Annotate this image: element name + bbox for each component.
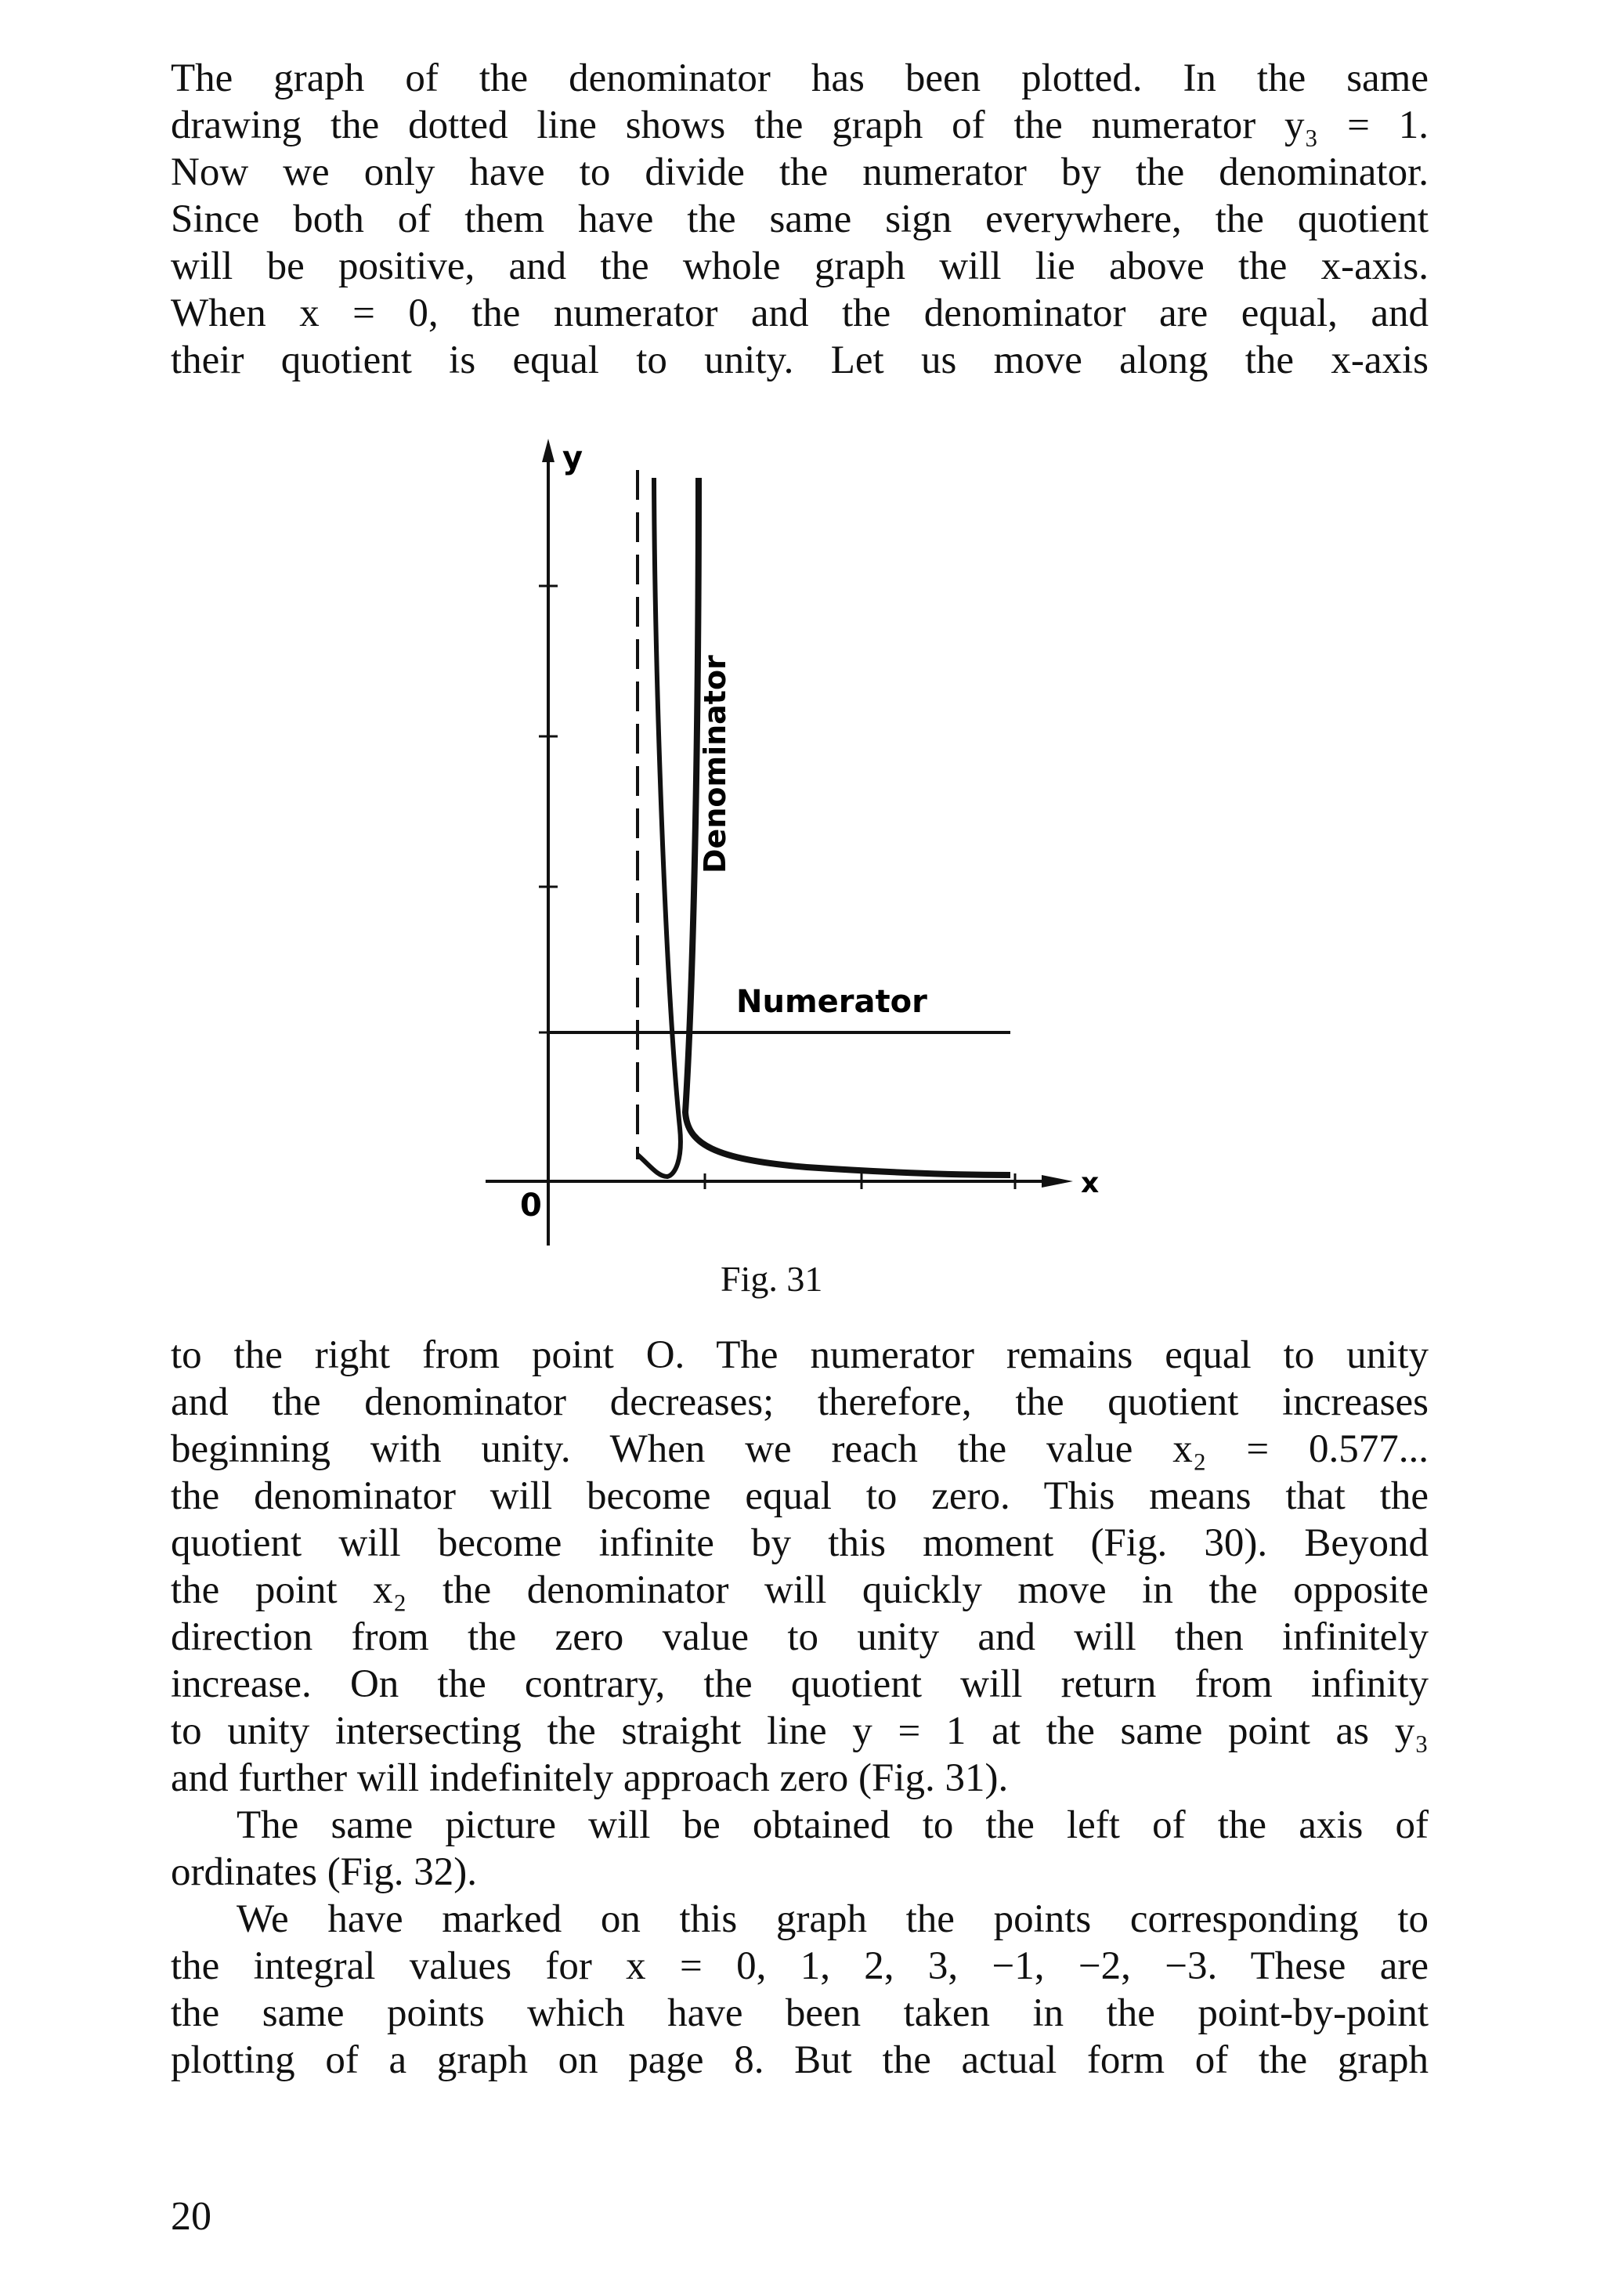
- text-line: the point x₂ the denominator will quickly move in the opposite: [171, 1568, 1429, 1612]
- page-number: 20: [171, 2194, 211, 2239]
- text-line: increase. On the contrary, the quotient will return from infinity: [171, 1662, 1429, 1706]
- text-line: will be positive, and the whole graph will lie above the x-axis.: [171, 244, 1429, 288]
- text-line: Now we only have to divide the numerator by the denominator.: [171, 150, 1429, 194]
- text-line: Since both of them have the same sign everywhere, the quotient: [171, 197, 1429, 241]
- text-line: their quotient is equal to unity. Let us move along the x-axis: [171, 338, 1429, 382]
- text-line: the integral values for x = 0, 1, 2, 3, −1, −2, −3. These are: [171, 1944, 1429, 1988]
- text-line: the same points which have been taken in the point-by-point: [171, 1991, 1429, 2035]
- paragraph-2: [171, 1332, 1429, 1802]
- x-axis-arrow: [1042, 1175, 1073, 1188]
- denominator-curve: [638, 478, 681, 1177]
- text-line: We have marked on this graph the points corresponding to: [237, 1897, 1429, 1941]
- text-line: quotient will become infinite by this moment (Fig. 30). Beyond: [171, 1521, 1429, 1565]
- x-axis-label: x: [1081, 1167, 1100, 1199]
- figure-caption: Fig. 31: [721, 1259, 823, 1299]
- quotient-curve: [685, 478, 1010, 1175]
- text-line: beginning with unity. When we reach the value x₂ = 0.577...: [171, 1427, 1429, 1471]
- text-line: The same picture will be obtained to the left of the axis of: [237, 1803, 1429, 1847]
- y-axis-arrow: [542, 439, 555, 462]
- figure-31: [470, 423, 1175, 1293]
- paragraph-3: [171, 1802, 1429, 1896]
- text-line: and further will indefinitely approach zero (Fig. 31).: [171, 1756, 1009, 1800]
- text-line: ordinates (Fig. 32).: [171, 1850, 477, 1894]
- y-axis-label: y: [562, 440, 583, 476]
- text-line: The graph of the denominator has been plotted. In the same: [171, 56, 1429, 100]
- text-line: When x = 0, the numerator and the denominator are equal, and: [171, 291, 1429, 335]
- text-line: plotting of a graph on page 8. But the actual form of the graph: [171, 2038, 1429, 2082]
- paragraph-4: [171, 1896, 1429, 2084]
- origin-label: 0: [520, 1188, 542, 1224]
- denominator-label: Denominator: [698, 655, 732, 873]
- text-line: the denominator will become equal to zero. This means that the: [171, 1474, 1429, 1518]
- text-line: to the right from point O. The numerator remains equal to unity: [171, 1333, 1429, 1377]
- text-line: to unity intersecting the straight line y = 1 at the same point as y₃: [171, 1709, 1429, 1753]
- text-line: direction from the zero value to unity and will then infinitely: [171, 1615, 1429, 1659]
- paragraph-1: [171, 55, 1429, 384]
- text-line: drawing the dotted line shows the graph of the numerator y₃ = 1.: [171, 103, 1429, 147]
- text-line: and the denominator decreases; therefore, the quotient increases: [171, 1380, 1429, 1424]
- numerator-label: Numerator: [736, 984, 927, 1020]
